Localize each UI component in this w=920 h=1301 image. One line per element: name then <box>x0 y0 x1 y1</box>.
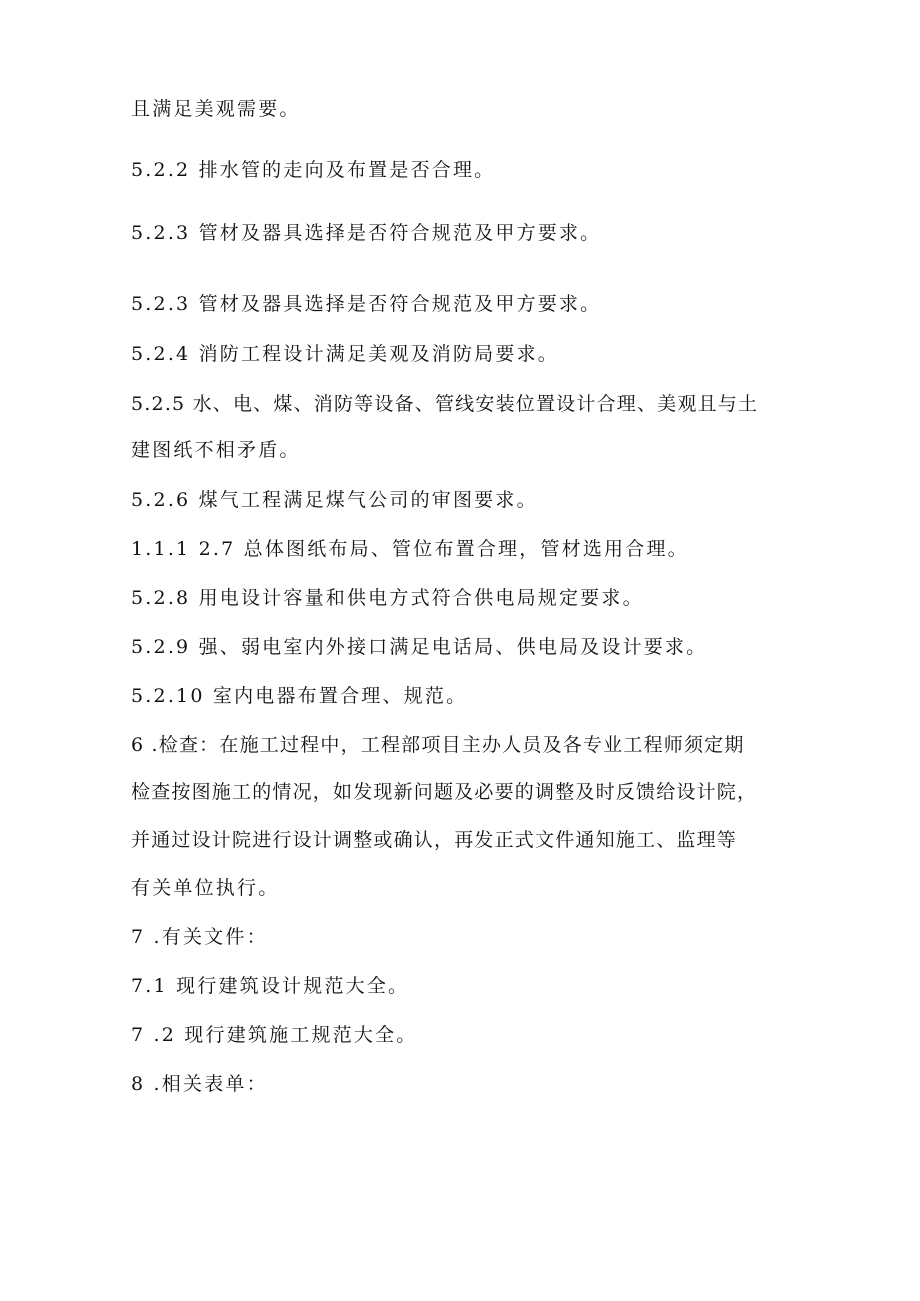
text-line-5-2-8: 5.2.8 用电设计容量和供电方式符合供电局规定要求。 <box>131 587 644 609</box>
text-line-5-2-3: 5.2.3 管材及器具选择是否符合规范及甲方要求。 <box>131 222 602 244</box>
text-line-6-cont-1: 检查按图施工的情况，如发现新问题及必要的调整及时反馈给设计院， <box>131 781 758 803</box>
text-line-5-2-4: 5.2.4 消防工程设计满足美观及消防局要求。 <box>131 343 559 365</box>
text-line-5-2-6: 5.2.6 煤气工程满足煤气公司的审图要求。 <box>131 489 538 511</box>
text-line-continuation: 且满足美观需要。 <box>131 98 301 120</box>
text-line-6-cont-2: 并通过设计院进行设计调整或确认，再发正式文件通知施工、监理等 <box>131 829 738 851</box>
text-line-5-2-5: 5.2.5 水、电、煤、消防等设备、管线安装位置设计合理、美观且与土 <box>131 393 759 415</box>
text-line-7-related-docs: 7 .有关文件： <box>131 926 268 948</box>
text-line-5-2-9: 5.2.9 强、弱电室内外接口满足电话局、供电局及设计要求。 <box>131 636 708 658</box>
text-line-8-forms: 8 .相关表单： <box>131 1073 268 1095</box>
text-line-1-1-1: 1.1.1 2.7 总体图纸布局、管位布置合理，管材选用合理。 <box>131 538 689 560</box>
text-line-5-2-3-repeat: 5.2.3 管材及器具选择是否符合规范及甲方要求。 <box>131 293 602 315</box>
text-line-7-1: 7.1 现行建筑设计规范大全。 <box>131 975 410 997</box>
text-line-6-cont-3: 有关单位执行。 <box>131 877 280 899</box>
text-line-6-inspection: 6 .检查：在施工过程中，工程部项目主办人员及各专业工程师须定期 <box>131 734 745 756</box>
text-line-5-2-2: 5.2.2 排水管的走向及布置是否合理。 <box>131 159 496 181</box>
text-line-5-2-10: 5.2.10 室内电器布置合理、规范。 <box>131 685 468 707</box>
text-line-7-2: 7 .2 现行建筑施工规范大全。 <box>131 1024 418 1046</box>
text-line-5-2-5-cont: 建图纸不相矛盾。 <box>131 439 301 461</box>
